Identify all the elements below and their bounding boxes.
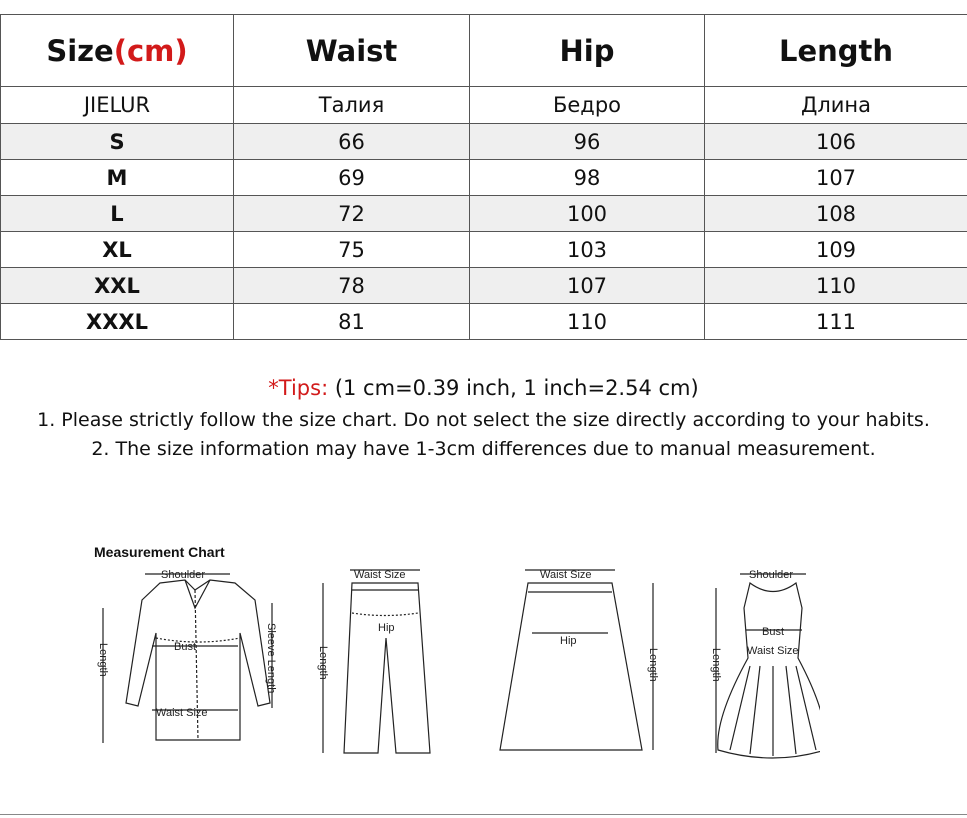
header-size-label: Size [46, 33, 114, 68]
cell-hip: 110 [470, 304, 705, 340]
tips-label: *Tips: [268, 376, 329, 400]
cell-hip: 100 [470, 196, 705, 232]
measurement-chart-title: Measurement Chart [94, 544, 225, 560]
cell-size: XXL [1, 268, 234, 304]
cell-size: L [1, 196, 234, 232]
dress-shoulder-label: Shoulder [749, 569, 794, 581]
header-hip: Hip [470, 15, 705, 87]
header-length: Length [705, 15, 967, 87]
subheader-hip: Бедро [470, 87, 705, 124]
shirt-length-label: Length [97, 643, 109, 677]
bottom-divider [0, 814, 967, 815]
cell-length: 107 [705, 160, 967, 196]
cell-waist: 78 [234, 268, 470, 304]
cell-size: S [1, 124, 234, 160]
table-row [1, 196, 967, 232]
cell-size: XL [1, 232, 234, 268]
header-waist: Waist [234, 15, 470, 87]
shirt-bust-label: Bust [174, 641, 197, 653]
cell-waist: 69 [234, 160, 470, 196]
skirt-hip-label: Hip [560, 635, 577, 647]
cell-length: 110 [705, 268, 967, 304]
cell-waist: 75 [234, 232, 470, 268]
shirt-sleeve-label: Sleeve Length [265, 623, 277, 694]
tips-line-1: 1. Please strictly follow the size chart. Do not select the size directly according to your habits. [37, 409, 930, 431]
cell-hip: 107 [470, 268, 705, 304]
pants-diagram [317, 569, 430, 753]
shirt-diagram [97, 569, 277, 743]
cell-length: 111 [705, 304, 967, 340]
measurement-chart [90, 528, 820, 768]
header-size-unit: (cm) [113, 33, 188, 68]
table-row [1, 232, 967, 268]
table-row [1, 124, 967, 160]
subheader-brand: JIELUR [1, 87, 234, 124]
table-row [1, 304, 967, 340]
dress-length-label: Length [710, 648, 722, 682]
cell-hip: 96 [470, 124, 705, 160]
cell-waist: 66 [234, 124, 470, 160]
subheader-length: Длина [705, 87, 967, 124]
pants-waist-label: Waist Size [354, 569, 406, 581]
size-table [0, 14, 967, 340]
tips-conversion-text: (1 cm=0.39 inch, 1 inch=2.54 cm) [328, 376, 699, 400]
table-row [1, 160, 967, 196]
pants-length-label: Length [317, 646, 329, 680]
cell-hip: 103 [470, 232, 705, 268]
cell-size: XXXL [1, 304, 234, 340]
cell-waist: 72 [234, 196, 470, 232]
skirt-length-label: Length [647, 648, 659, 682]
table-row [1, 268, 967, 304]
dress-diagram [710, 569, 820, 758]
cell-length: 108 [705, 196, 967, 232]
cell-size: M [1, 160, 234, 196]
header-row [1, 15, 967, 87]
tips-conversion [0, 376, 967, 400]
cell-waist: 81 [234, 304, 470, 340]
cell-length: 106 [705, 124, 967, 160]
header-size [1, 15, 234, 87]
pants-hip-label: Hip [378, 622, 395, 634]
shirt-waist-label: Waist Size [156, 707, 208, 719]
shirt-shoulder-label: Shoulder [161, 569, 206, 581]
dress-bust-label: Bust [762, 626, 785, 638]
skirt-waist-label: Waist Size [540, 569, 592, 581]
cell-length: 109 [705, 232, 967, 268]
tips-line-2: 2. The size information may have 1-3cm differences due to manual measurement. [91, 438, 876, 460]
cell-hip: 98 [470, 160, 705, 196]
dress-waist-label: Waist Size [747, 645, 799, 657]
subheader-row [1, 87, 967, 124]
skirt-diagram [500, 569, 659, 750]
subheader-waist: Талия [234, 87, 470, 124]
